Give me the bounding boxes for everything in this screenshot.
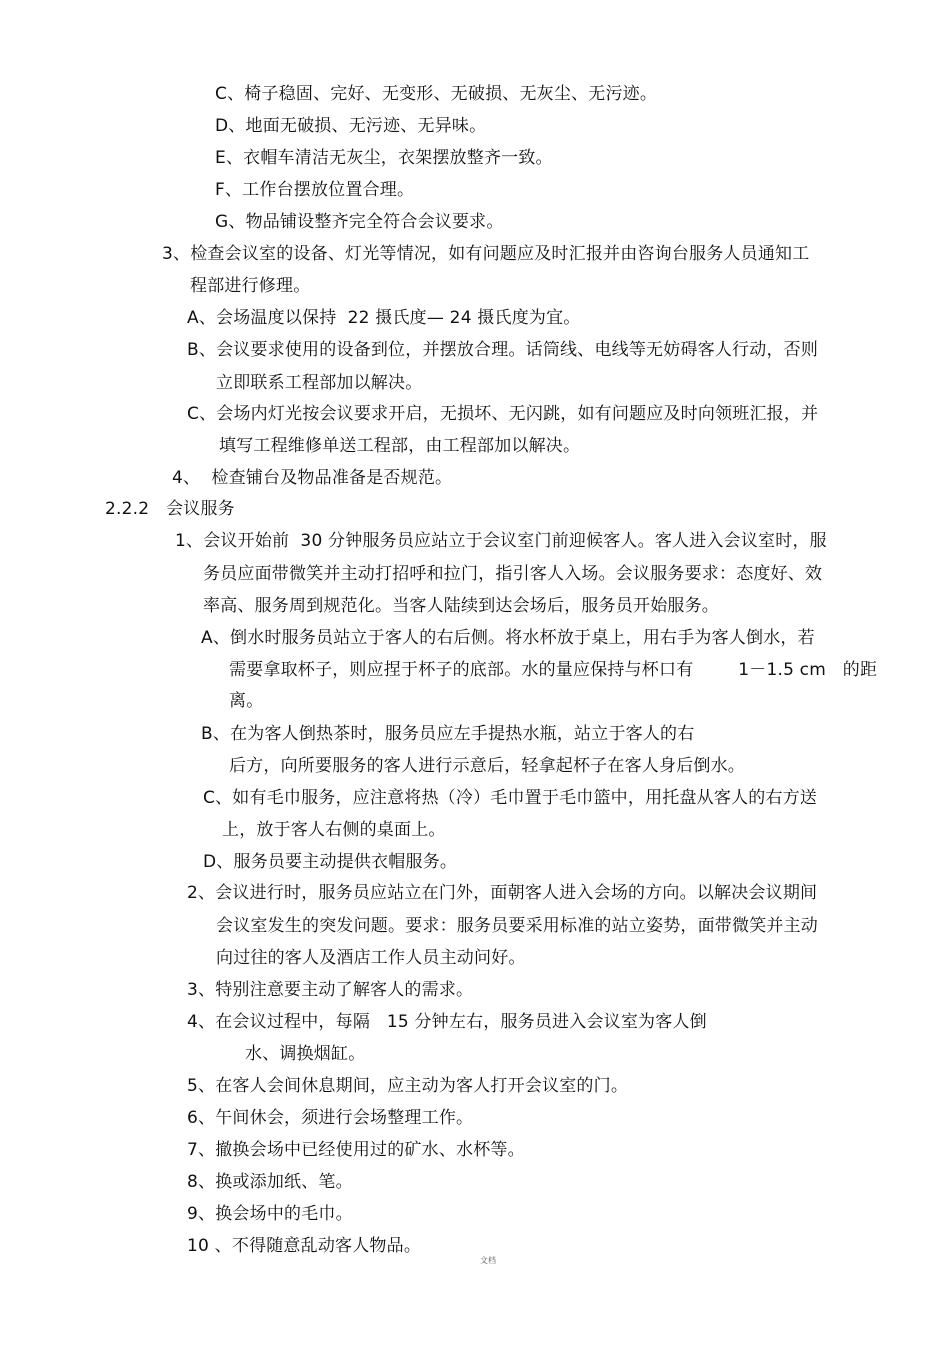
text-line: 率高、服务周到规范化。当客人陆续到达会场后，服务员开始服务。: [203, 596, 719, 616]
text-line: 3、特别注意要主动了解客人的需求。: [187, 980, 474, 1000]
text-line: 需要拿取杯子，则应捏于杯子的底部。水的量应保持与杯口有 1－1.5 cm 的距: [229, 660, 878, 680]
text-line: C、会场内灯光按会议要求开启，无损坏、无闪跳，如有问题应及时向领班汇报，并: [187, 404, 819, 424]
text-line: B、在为客人倒热茶时，服务员应左手提热水瓶，站立于客人的右: [201, 724, 695, 744]
text-line: 填写工程维修单送工程部，由工程部加以解决。: [219, 436, 581, 456]
text-line: B、会议要求使用的设备到位，并摆放合理。话筒线、电线等无妨碍客人行动，否则: [187, 340, 819, 360]
text-line: C、如有毛巾服务，应注意将热（冷）毛巾置于毛巾篮中，用托盘从客人的右方送: [203, 788, 818, 808]
text-line: 立即联系工程部加以解决。: [216, 373, 423, 393]
section-heading: 2.2.2 会议服务: [105, 499, 235, 519]
text-line: 7、撤换会场中已经使用过的矿水、水杯等。: [187, 1140, 525, 1160]
text-line: 4、在会议过程中，每隔 15 分钟左右，服务员进入会议室为客人倒: [187, 1012, 707, 1032]
text-line: C、椅子稳固、完好、无变形、无破损、无灰尘、无污迹。: [215, 84, 658, 104]
text-line: 离。: [229, 691, 264, 711]
text-line: 8、换或添加纸、笔。: [187, 1172, 353, 1192]
text-line: A、倒水时服务员站立于客人的右后侧。将水杯放于桌上，用右手为客人倒水，若: [201, 628, 815, 648]
text-line: D、服务员要主动提供衣帽服务。: [203, 852, 458, 872]
text-line: 程部进行修理。: [190, 276, 311, 296]
text-line: 水、调换烟缸。: [245, 1044, 366, 1064]
text-line: 4、 检查铺台及物品准备是否规范。: [172, 468, 453, 488]
text-line: 上，放于客人右侧的桌面上。: [222, 820, 446, 840]
text-line: 向过往的客人及酒店工作人员主动问好。: [216, 948, 526, 968]
text-line: 后方，向所要服务的客人进行示意后，轻拿起杯子在客人身后倒水。: [229, 756, 745, 776]
text-line: 2、会议进行时，服务员应站立在门外，面朝客人进入会场的方向。以解决会议期间: [187, 883, 818, 903]
text-line: F、工作台摆放位置合理。: [215, 180, 415, 200]
text-line: 10 、不得随意乱动客人物品。: [187, 1236, 422, 1256]
text-line: A、会场温度以保持 22 摄氏度— 24 摄氏度为宜。: [187, 308, 581, 328]
text-line: G、物品铺设整齐完全符合会议要求。: [215, 212, 504, 232]
text-line: 会议室发生的突发问题。要求：服务员要采用标准的站立姿势，面带微笑并主动: [216, 916, 818, 936]
text-line: 1、会议开始前 30 分钟服务员应站立于会议室门前迎候客人。客人进入会议室时，服: [175, 531, 827, 551]
text-line: 3、检查会议室的设备、灯光等情况，如有问题应及时汇报并由咨询台服务人员通知工: [162, 244, 810, 264]
text-line: E、衣帽车清洁无灰尘，衣架摆放整齐一致。: [215, 148, 553, 168]
text-line: 9、换会场中的毛巾。: [187, 1204, 353, 1224]
text-line: 务员应面带微笑并主动打招呼和拉门，指引客人入场。会议服务要求：态度好、效: [203, 564, 823, 584]
text-line: 5、在客人会间休息期间，应主动为客人打开会议室的门。: [187, 1076, 629, 1096]
text-line: D、地面无破损、无污迹、无异味。: [215, 116, 487, 136]
page-footer: 文档: [480, 1256, 496, 1265]
text-line: 6、午间休会，须进行会场整理工作。: [187, 1108, 474, 1128]
